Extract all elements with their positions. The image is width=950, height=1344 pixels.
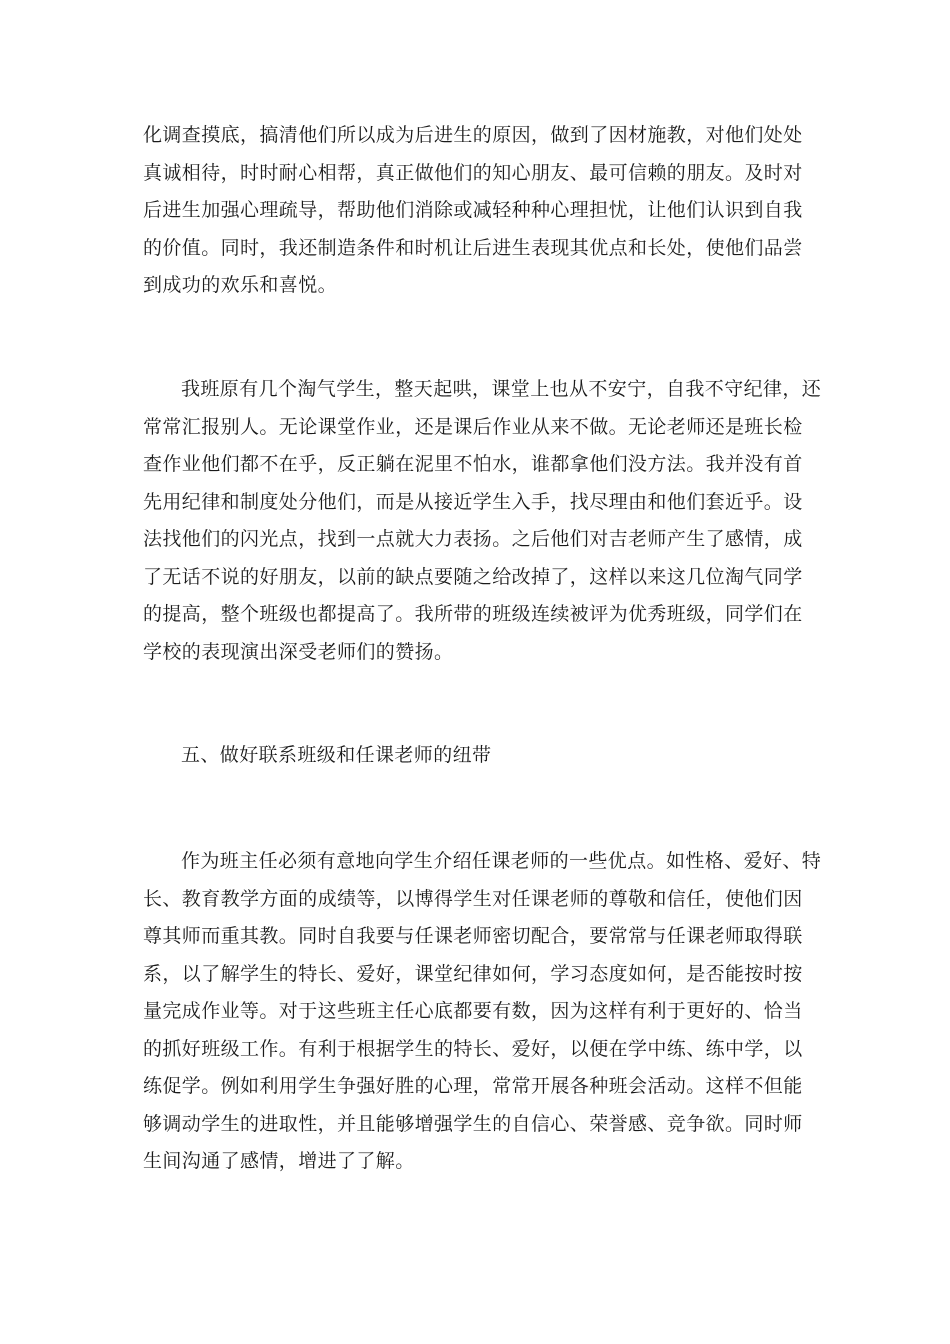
paragraph-line: 学校的表现演出深受老师们的赞扬。	[143, 640, 454, 663]
paragraph-line: 常常汇报别人。无论课堂作业，还是课后作业从来不做。无论老师还是班长检	[143, 415, 803, 438]
paragraph-4	[143, 843, 821, 1181]
paragraph-line: 的价值。同时，我还制造条件和时机让后进生表现其优点和长处，使他们品尝	[143, 236, 803, 259]
paragraph-line: 量完成作业等。对于这些班主任心底都要有数，因为这样有利于更好的、恰当	[143, 1000, 803, 1022]
paragraph-1	[143, 117, 803, 305]
paragraph-line: 到成功的欢乐和喜悦。	[143, 274, 338, 296]
paragraph-line: 查作业他们都不在乎，反正躺在泥里不怕水，谁都拿他们没方法。我并没有首	[143, 453, 803, 475]
paragraph-line: 化调查摸底，搞清他们所以成为后进生的原因，做到了因材施教，对他们处处	[143, 124, 803, 146]
paragraph-2	[143, 371, 821, 671]
paragraph-line: 的抓好班级工作。有利于根据学生的特长、爱好，以便在学中练、练中学，以	[143, 1037, 803, 1060]
paragraph-line: 长、教育教学方面的成绩等，以博得学生对任课老师的尊敬和信任，使他们因	[143, 887, 803, 910]
paragraph-line: 法找他们的闪光点，找到一点就大力表扬。之后他们对吉老师产生了感情，成	[143, 528, 803, 550]
section-heading	[143, 737, 491, 775]
paragraph-line: 真诚相待，时时耐心相帮，真正做他们的知心朋友、最可信赖的朋友。及时对	[143, 161, 803, 184]
paragraph-line: 作为班主任必须有意地向学生介绍任课老师的一些优点。如性格、爱好、特	[181, 850, 822, 872]
paragraph-line: 练促学。例如利用学生争强好胜的心理，常常开展各种班会活动。这样不但能	[143, 1075, 803, 1097]
paragraph-line: 后进生加强心理疏导，帮助他们消除或减轻种种心理担忧，让他们认识到自我	[143, 199, 803, 221]
paragraph-line: 我班原有几个淘气学生，整天起哄，课堂上也从不安宁，自我不守纪律，还	[181, 378, 822, 400]
paragraph-line: 系，以了解学生的特长、爱好，课堂纪律如何，学习态度如何，是否能按时按	[143, 962, 803, 985]
paragraph-line: 够调动学生的进取性，并且能够增强学生的自信心、荣誉感、竞争欲。同时师	[143, 1112, 803, 1135]
paragraph-line: 了无话不说的好朋友，以前的缺点要随之给改掉了，这样以来这几位淘气同学	[143, 565, 803, 588]
heading-line: 五、做好联系班级和任课老师的纽带	[181, 744, 492, 766]
paragraph-line: 的提高，整个班级也都提高了。我所带的班级连续被评为优秀班级，同学们在	[143, 603, 803, 625]
paragraph-line: 生间沟通了感情，增进了了解。	[143, 1150, 415, 1172]
paragraph-line: 先用纪律和制度处分他们，而是从接近学生入手，找尽理由和他们套近乎。设	[143, 490, 803, 513]
paragraph-line: 尊其师而重其教。同时自我要与任课老师密切配合，要常常与任课老师取得联	[143, 925, 803, 947]
